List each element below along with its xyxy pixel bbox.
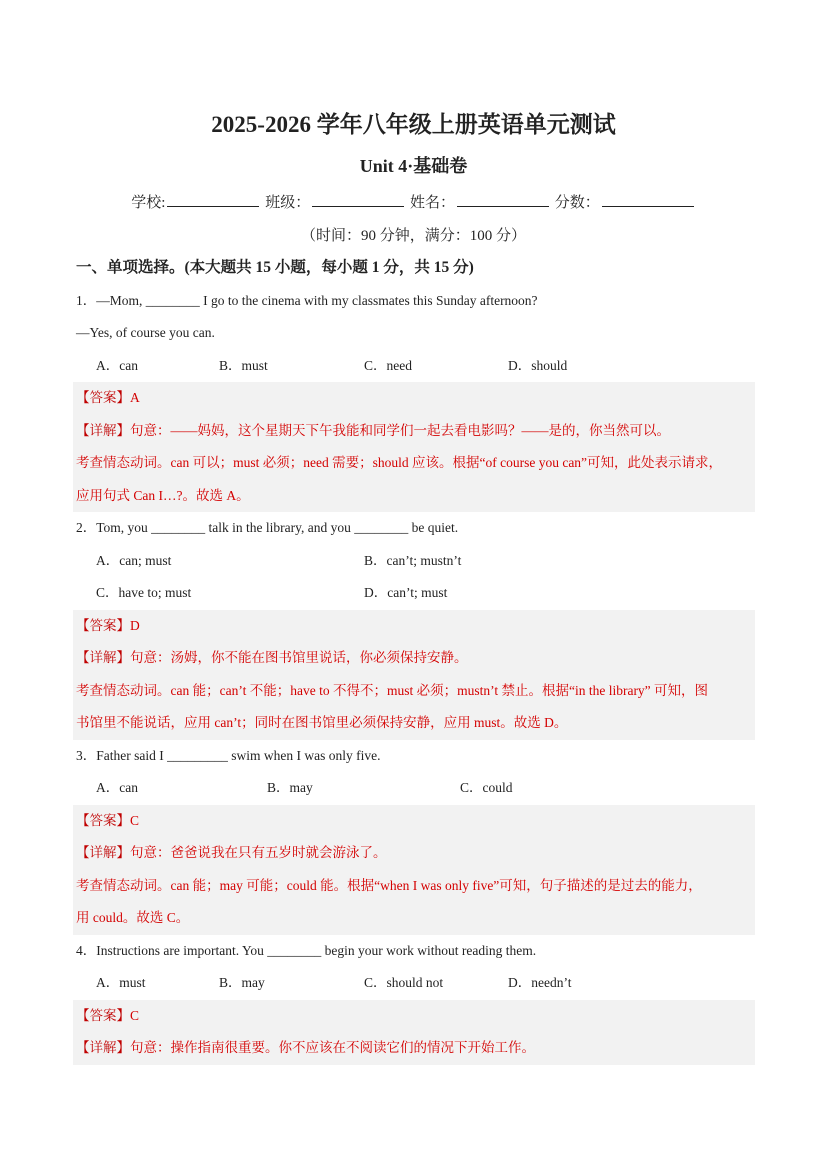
question-list bbox=[76, 252, 755, 1065]
option-3: D．needn’t bbox=[508, 975, 572, 990]
class-label: 班级： bbox=[265, 195, 311, 211]
option-0: A．can; must bbox=[96, 552, 172, 568]
explanation-line: 书馆里不能说话，应用 can’t；同时在图书馆里必须保持安静，应用 must。故选 D。 bbox=[76, 715, 568, 730]
question-stem: 1．—Mom, ________ I go to the cinema with my classmates this Sunday afternoon? bbox=[76, 292, 538, 308]
name-label: 姓名： bbox=[409, 195, 455, 211]
option-1: B．can’t; mustn’t bbox=[364, 552, 462, 568]
answer-label: 【答案】 bbox=[76, 812, 130, 828]
answer-line bbox=[76, 610, 755, 643]
page-subtitle: Unit 4·基础卷 bbox=[359, 156, 468, 176]
answer-box bbox=[73, 610, 755, 740]
option-3: D．should bbox=[508, 357, 568, 373]
answer-label: 【答案】 bbox=[76, 617, 130, 633]
option-2: C．should not bbox=[364, 975, 444, 990]
detail-label: 【详解】 bbox=[76, 1040, 130, 1055]
option-2: C．could bbox=[460, 780, 513, 795]
answer-label: 【答案】 bbox=[76, 1007, 130, 1023]
options-row bbox=[76, 350, 755, 383]
answer-box bbox=[73, 382, 755, 512]
answer-line bbox=[76, 1000, 755, 1033]
option-0: A．can bbox=[96, 780, 138, 795]
detail-line bbox=[76, 1032, 755, 1065]
score-label: 分数： bbox=[554, 195, 600, 211]
answer-box bbox=[73, 805, 755, 935]
explanation-line: 考查情态动词。can 能；may 可能；could 能。根据“when I was only five”可知，句子描述的是过去的能力， bbox=[76, 877, 702, 893]
question-stem: —Yes, of course you can. bbox=[76, 325, 215, 340]
option-1: B．may bbox=[219, 975, 265, 990]
answer-value: C bbox=[130, 812, 140, 828]
answer-line bbox=[76, 805, 755, 838]
time-note: （时间：90 分钟，满分：100 分） bbox=[300, 228, 526, 244]
option-1: B．must bbox=[219, 357, 268, 373]
answer-value: A bbox=[130, 390, 140, 405]
explanation-line: 考查情态动词。can 能；can’t 不能；have to 不得不；must 必须；mustn’t 禁止。根据“in the library” 可知，图 bbox=[76, 682, 709, 698]
question-stem: 4．Instructions are important. You ________ begin your work without reading them. bbox=[76, 942, 537, 958]
question-stem: 2．Tom, you ________ talk in the library, and you ________ be quiet. bbox=[76, 520, 459, 535]
detail-text: 句意：爸爸说我在只有五岁时就会游泳了。 bbox=[130, 845, 387, 860]
option-0: A．can bbox=[96, 357, 138, 373]
detail-text: 句意：——妈妈，这个星期天下午我能和同学们一起去看电影吗？——是的，你当然可以。 bbox=[130, 422, 670, 438]
options-row bbox=[76, 772, 755, 805]
options-row bbox=[76, 577, 755, 610]
explanation-line: 用 could。故选 C。 bbox=[76, 910, 190, 925]
page-title: 2025-2026 学年八年级上册英语单元测试 bbox=[211, 112, 616, 137]
answer-box bbox=[73, 1000, 755, 1065]
option-2: C．need bbox=[364, 357, 412, 373]
class-blank bbox=[312, 192, 404, 207]
option-0: A．must bbox=[96, 975, 146, 990]
detail-label: 【详解】 bbox=[76, 422, 130, 438]
detail-label: 【详解】 bbox=[76, 845, 130, 860]
detail-line bbox=[76, 837, 755, 870]
detail-line bbox=[76, 415, 755, 448]
question-stem: 3．Father said I _________ swim when I was only five. bbox=[76, 747, 381, 763]
detail-label: 【详解】 bbox=[76, 650, 130, 665]
options-row bbox=[76, 545, 755, 578]
option-3: D．can’t; must bbox=[364, 585, 448, 600]
option-1: B．may bbox=[267, 780, 313, 795]
explanation-line: 考查情态动词。can 可以；must 必须；need 需要；should 应该。根据“of course you can”可知，此处表示请求， bbox=[76, 455, 723, 470]
student-info-line bbox=[0, 191, 827, 212]
options-row bbox=[76, 967, 755, 1000]
answer-label: 【答案】 bbox=[76, 390, 130, 405]
explanation-line: 应用句式 Can I…?。故选 A。 bbox=[76, 487, 250, 503]
answer-value: D bbox=[130, 617, 140, 633]
answer-line bbox=[76, 382, 755, 415]
detail-line bbox=[76, 642, 755, 675]
school-blank bbox=[167, 192, 259, 207]
school-label: 学校: bbox=[131, 195, 166, 211]
score-blank bbox=[602, 192, 694, 207]
detail-text: 句意：操作指南很重要。你不应该在不阅读它们的情况下开始工作。 bbox=[130, 1040, 535, 1055]
option-2: C．have to; must bbox=[96, 585, 192, 600]
name-blank bbox=[457, 192, 549, 207]
answer-value: C bbox=[130, 1007, 140, 1023]
detail-text: 句意：汤姆，你不能在图书馆里说话，你必须保持安静。 bbox=[130, 650, 468, 665]
section-title: 一、单项选择。(本大题共 15 小题，每小题 1 分，共 15 分) bbox=[76, 259, 474, 276]
